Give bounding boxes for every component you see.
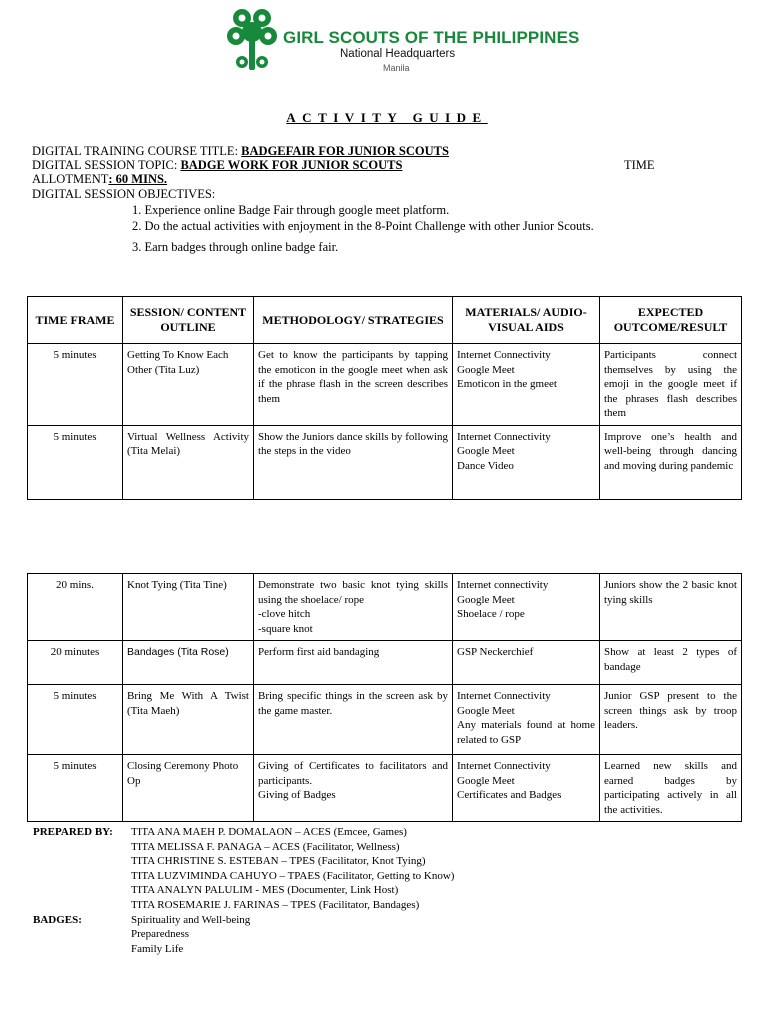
- materials-cell: Internet connectivity Google Meet Shoelace / rope: [453, 574, 600, 641]
- badge-item: Spirituality and Well-being: [131, 913, 251, 926]
- badge-item: Preparedness: [131, 928, 190, 941]
- outcome-cell: Juniors show the 2 basic knot tying skills: [600, 574, 742, 641]
- session-cell: Getting To Know Each Other (Tita Luz): [123, 344, 254, 426]
- preparer-name: TITA ANA MAEH P. DOMALAON – ACES (Emcee, Games): [131, 826, 407, 838]
- time-cell: 20 minutes: [28, 641, 123, 685]
- outcome-cell: Junior GSP present to the screen things ask by troop leaders.: [600, 685, 742, 755]
- course-title-value: BADGEFAIR FOR JUNIOR SCOUTS: [241, 144, 449, 158]
- table-header-row: [28, 297, 742, 344]
- materials-cell: Internet Connectivity Google Meet Emoticon in the gmeet: [453, 344, 600, 426]
- office-name: National Headquarters: [340, 48, 456, 60]
- time-label: TIME: [624, 158, 655, 172]
- objectives-label: DIGITAL SESSION OBJECTIVES:: [32, 187, 216, 201]
- objective-item: 2. Do the actual activities with enjoyment in the 8-Point Challenge with other Junior Scouts.: [132, 219, 594, 233]
- objective-item: 1. Experience online Badge Fair through google meet platform.: [132, 203, 450, 217]
- materials-cell: Internet Connectivity Google Meet Any materials found at home related to GSP: [453, 685, 600, 755]
- method-cell: Demonstrate two basic knot tying skills using the shoelace/ rope -clove hitch -square knot: [254, 574, 453, 641]
- session-topic-value: BADGE WORK FOR JUNIOR SCOUTS: [180, 158, 403, 172]
- header-cell: MATERIALS/ AUDIO-VISUAL AIDS: [453, 297, 600, 344]
- outcome-cell: Improve one’s health and well-being through dancing and moving during pandemic: [600, 425, 742, 499]
- preparer-name: TITA ANALYN PALULIM - MES (Documenter, Link Host): [131, 884, 399, 897]
- preparer-name: TITA LUZVIMINDA CAHUYO – TPAES (Facilitator, Getting to Know): [131, 869, 455, 882]
- outcome-cell: Participants connect themselves by using the emoji in the google meet if the phrases flash describes them: [600, 344, 742, 426]
- org-name: GIRL SCOUTS OF THE PHILIPPINES: [283, 28, 580, 47]
- header-cell: TIME FRAME: [28, 297, 123, 344]
- session-cell: Closing Ceremony Photo Op: [123, 755, 254, 822]
- session-cell: Virtual Wellness Activity (Tita Melai): [123, 425, 254, 499]
- time-cell: 5 minutes: [28, 685, 123, 755]
- outcome-cell: Learned new skills and earned badges by participating actively in all the activities.: [600, 755, 742, 822]
- method-cell: Get to know the participants by tapping the emoticon in the google meet when ask if the phrase flash in the screen describes them: [254, 344, 453, 426]
- header-cell: METHODOLOGY/ STRATEGIES: [254, 297, 453, 344]
- table-row: [28, 755, 742, 822]
- badges-label: BADGES:: [33, 913, 82, 926]
- materials-cell: GSP Neckerchief: [453, 641, 600, 685]
- time-cell: 5 minutes: [28, 344, 123, 426]
- session-cell: Bring Me With A Twist (Tita Maeh): [123, 685, 254, 755]
- prepared-by-label: PREPARED BY:: [33, 826, 113, 838]
- preparer-name: TITA CHRISTINE S. ESTEBAN – TPES (Facilitator, Knot Tying): [131, 855, 426, 868]
- session-cell: Knot Tying (Tita Tine): [123, 574, 254, 641]
- activity-table-part1: [27, 296, 742, 500]
- outcome-cell: Show at least 2 types of bandage: [600, 641, 742, 685]
- activity-table-part2: [27, 573, 742, 822]
- header-cell: EXPECTED OUTCOME/RESULT: [600, 297, 742, 344]
- allotment-value: : 60 MINS.: [108, 172, 168, 186]
- course-title-line: DIGITAL TRAINING COURSE TITLE: BADGEFAIR FOR JUNIOR SCOUTS: [32, 144, 449, 158]
- preparer-name: TITA ROSEMARIE J. FARINAS – TPES (Facilitator, Bandages): [131, 898, 420, 911]
- prepared-by-section: [33, 825, 454, 956]
- document-title: ACTIVITY GUIDE: [286, 110, 488, 125]
- time-cell: 5 minutes: [28, 755, 123, 822]
- session-topic-line: DIGITAL SESSION TOPIC: BADGE WORK FOR JUNIOR SCOUTS: [32, 158, 403, 172]
- table-row: [28, 574, 742, 641]
- trefoil-logo: [226, 4, 278, 74]
- materials-cell: Internet Connectivity Google Meet Certificates and Badges: [453, 755, 600, 822]
- objective-item: 3. Earn badges through online badge fair.: [132, 240, 339, 254]
- table-row: [28, 344, 742, 426]
- table-row: [28, 641, 742, 685]
- header-cell: SESSION/ CONTENT OUTLINE: [123, 297, 254, 344]
- method-cell: Show the Juniors dance skills by following the steps in the video: [254, 425, 453, 499]
- table-row: [28, 685, 742, 755]
- method-cell: Bring specific things in the screen ask by the game master.: [254, 685, 453, 755]
- time-cell: 20 mins.: [28, 574, 123, 641]
- preparer-name: TITA MELISSA F. PANAGA – ACES (Facilitator, Wellness): [131, 840, 400, 853]
- table-row: [28, 425, 742, 499]
- materials-cell: Internet Connectivity Google Meet Dance Video: [453, 425, 600, 499]
- office-city: Manila: [383, 63, 410, 73]
- time-cell: 5 minutes: [28, 425, 123, 499]
- session-cell: Bandages (Tita Rose): [123, 641, 254, 685]
- allotment-line: ALLOTMENT: 60 MINS.: [32, 172, 168, 186]
- badge-item: Family Life: [131, 942, 184, 955]
- method-cell: Perform first aid bandaging: [254, 641, 453, 685]
- method-cell: Giving of Certificates to facilitators and participants. Giving of Badges: [254, 755, 453, 822]
